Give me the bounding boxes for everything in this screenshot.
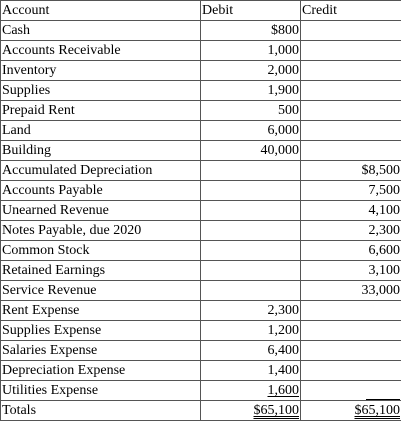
credit-amount bbox=[301, 21, 401, 41]
account-name: Rent Expense bbox=[1, 301, 201, 321]
debit-amount: 500 bbox=[201, 101, 301, 121]
table-row bbox=[1, 81, 401, 101]
debit-amount: 2,300 bbox=[201, 301, 301, 321]
credit-amount: 4,100 bbox=[301, 201, 401, 221]
table-row bbox=[1, 121, 401, 141]
totals-debit-value: $65,100 bbox=[253, 403, 299, 418]
credit-amount: 7,500 bbox=[301, 181, 401, 201]
credit-amount bbox=[301, 101, 401, 121]
credit-amount bbox=[301, 321, 401, 341]
account-name: Prepaid Rent bbox=[1, 101, 201, 121]
credit-amount bbox=[301, 381, 401, 401]
table-row bbox=[1, 141, 401, 161]
debit-amount: 1,000 bbox=[201, 41, 301, 61]
account-name: Land bbox=[1, 121, 201, 141]
account-name: Inventory bbox=[1, 61, 201, 81]
table-row bbox=[1, 381, 401, 401]
credit-amount bbox=[301, 121, 401, 141]
account-name: Common Stock bbox=[1, 241, 201, 261]
table-row bbox=[1, 201, 401, 221]
debit-amount: 40,000 bbox=[201, 141, 301, 161]
debit-amount bbox=[201, 241, 301, 261]
account-name: Supplies Expense bbox=[1, 321, 201, 341]
credit-amount bbox=[301, 361, 401, 381]
table-row bbox=[1, 161, 401, 181]
table-row bbox=[1, 181, 401, 201]
table-row bbox=[1, 241, 401, 261]
account-name: Cash bbox=[1, 21, 201, 41]
credit-underline-rule bbox=[366, 385, 400, 400]
credit-amount: $8,500 bbox=[301, 161, 401, 181]
debit-amount bbox=[201, 261, 301, 281]
credit-amount: 6,600 bbox=[301, 241, 401, 261]
table-row bbox=[1, 221, 401, 241]
account-name: Utilities Expense bbox=[1, 381, 201, 401]
account-name: Accounts Payable bbox=[1, 181, 201, 201]
credit-amount: 3,100 bbox=[301, 261, 401, 281]
header-debit: Debit bbox=[201, 1, 301, 21]
debit-amount: 2,000 bbox=[201, 61, 301, 81]
table-row bbox=[1, 361, 401, 381]
trial-balance-body bbox=[1, 1, 401, 421]
table-row bbox=[1, 341, 401, 361]
totals-credit bbox=[301, 401, 401, 421]
credit-amount bbox=[301, 341, 401, 361]
account-name: Service Revenue bbox=[1, 281, 201, 301]
header-account: Account bbox=[1, 1, 201, 21]
credit-amount bbox=[301, 301, 401, 321]
account-name: Unearned Revenue bbox=[1, 201, 201, 221]
debit-amount: 6,400 bbox=[201, 341, 301, 361]
account-name: Supplies bbox=[1, 81, 201, 101]
table-row bbox=[1, 41, 401, 61]
credit-amount bbox=[301, 141, 401, 161]
account-name: Salaries Expense bbox=[1, 341, 201, 361]
totals-row bbox=[1, 401, 401, 421]
account-name: Retained Earnings bbox=[1, 261, 201, 281]
debit-amount-underlined: 1,600 bbox=[267, 383, 299, 398]
table-row bbox=[1, 281, 401, 301]
debit-amount: 6,000 bbox=[201, 121, 301, 141]
totals-credit-value: $65,100 bbox=[354, 403, 400, 418]
debit-amount bbox=[201, 181, 301, 201]
header-credit: Credit bbox=[301, 1, 401, 21]
debit-amount: $800 bbox=[201, 21, 301, 41]
totals-label: Totals bbox=[1, 401, 201, 421]
header-row bbox=[1, 1, 401, 21]
debit-amount bbox=[201, 161, 301, 181]
debit-amount bbox=[201, 221, 301, 241]
account-name: Accounts Receivable bbox=[1, 41, 201, 61]
table-row bbox=[1, 101, 401, 121]
table-row bbox=[1, 321, 401, 341]
debit-amount: 1,200 bbox=[201, 321, 301, 341]
account-name: Accumulated Depreciation bbox=[1, 161, 201, 181]
credit-amount bbox=[301, 81, 401, 101]
debit-amount: 1,900 bbox=[201, 81, 301, 101]
debit-amount bbox=[201, 201, 301, 221]
table-row bbox=[1, 301, 401, 321]
credit-amount: 2,300 bbox=[301, 221, 401, 241]
account-name: Depreciation Expense bbox=[1, 361, 201, 381]
table-row bbox=[1, 21, 401, 41]
debit-amount bbox=[201, 281, 301, 301]
account-name: Notes Payable, due 2020 bbox=[1, 221, 201, 241]
credit-amount bbox=[301, 61, 401, 81]
table-row bbox=[1, 61, 401, 81]
credit-amount: 33,000 bbox=[301, 281, 401, 301]
table-row bbox=[1, 261, 401, 281]
debit-amount: 1,400 bbox=[201, 361, 301, 381]
credit-amount bbox=[301, 41, 401, 61]
debit-amount bbox=[201, 381, 301, 401]
totals-debit bbox=[201, 401, 301, 421]
account-name: Building bbox=[1, 141, 201, 161]
